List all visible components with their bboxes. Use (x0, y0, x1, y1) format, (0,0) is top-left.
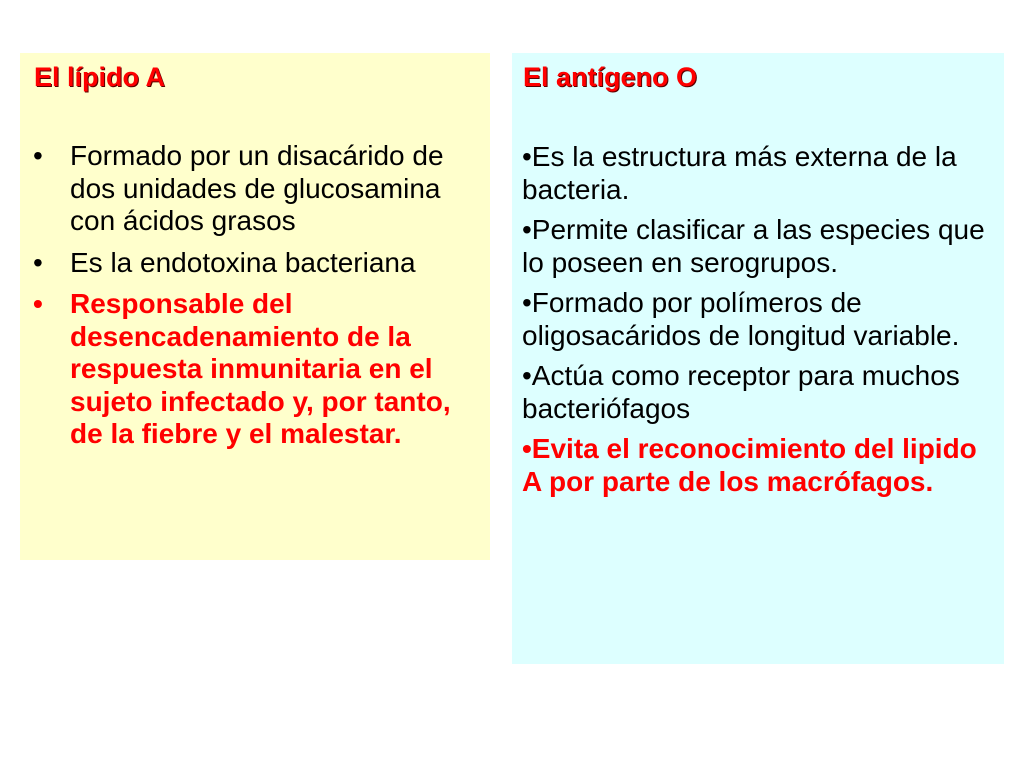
list-item: •Es la estructura más externa de la bacteria. (522, 141, 957, 205)
list-item (20, 247, 490, 280)
antigen-o-title: El antígeno O (523, 62, 698, 92)
antigen-o-list (522, 141, 998, 506)
list-item-text: Es la endotoxina bacteriana (70, 246, 416, 278)
list-item-text: Formado por un disacárido de dos unidades de glucosamina con ácidos grasos (70, 140, 444, 236)
list-item (20, 140, 490, 238)
lipid-a-title: El lípido A (34, 62, 165, 92)
bullet-icon: • (33, 140, 43, 171)
list-item: •Permite clasificar a las especies que lo poseen en serogrupos. (522, 214, 985, 278)
list-item: •Actúa como receptor para muchos bacteriófagos (522, 360, 960, 424)
list-item-text: Responsable del desencadenamiento de la respuesta inmunitaria en el sujeto infectado y, por tanto, de la fiebre y el malestar. (70, 288, 451, 449)
lipid-a-list (20, 140, 490, 460)
bullet-icon: • (33, 246, 43, 278)
lipid-a-panel (20, 53, 490, 560)
list-item: •Formado por polímeros de oligosacáridos de longitud variable. (522, 287, 960, 351)
list-item-emphasized (20, 288, 490, 451)
antigen-o-panel (512, 53, 1004, 664)
bullet-icon: • (33, 288, 43, 319)
list-item-emphasized: •Evita el reconocimiento del lipido A por parte de los macrófagos. (522, 433, 977, 497)
